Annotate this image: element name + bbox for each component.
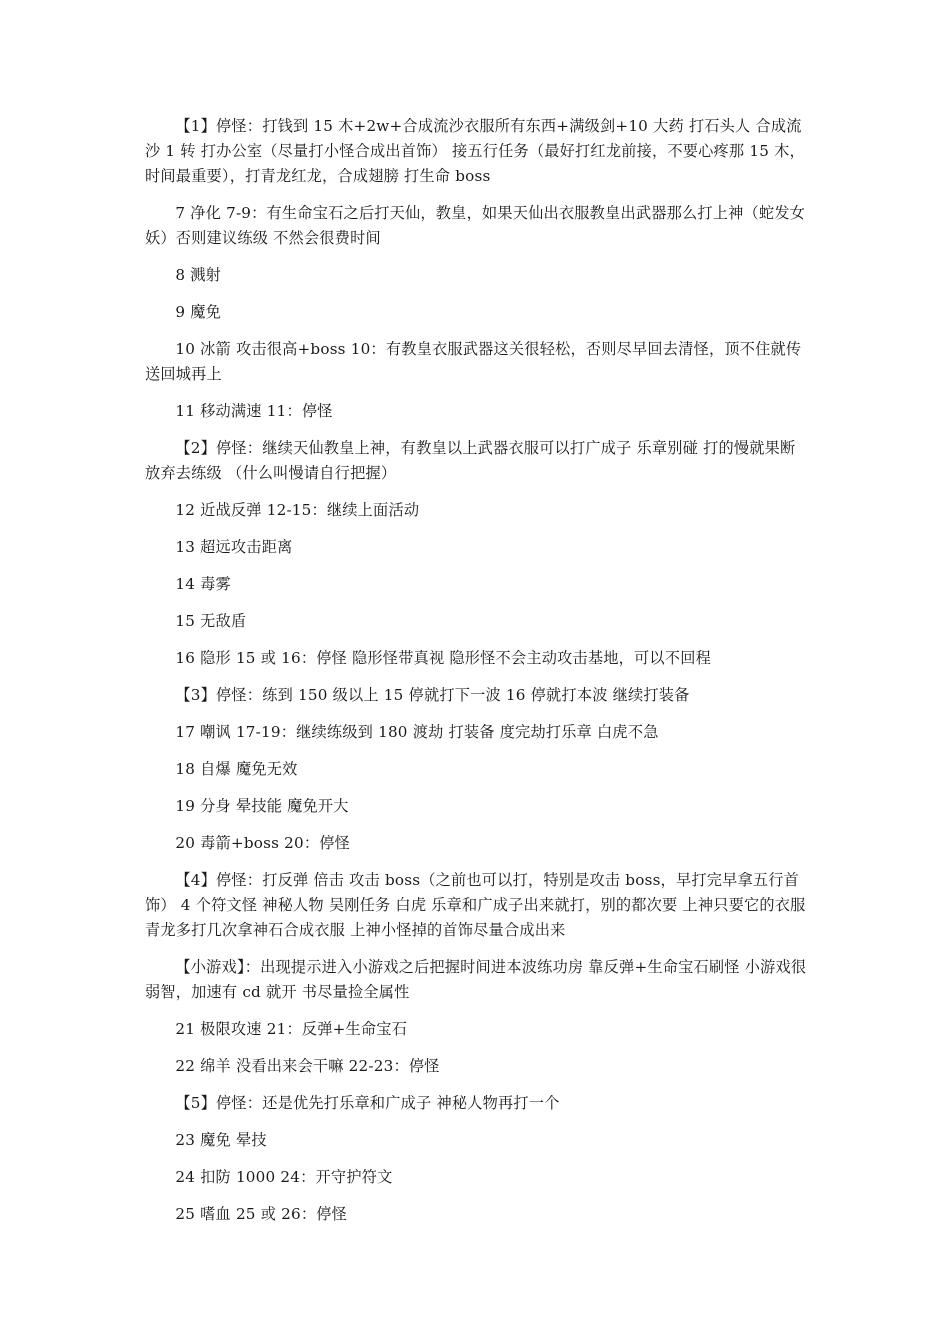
paragraph-11: 15 无敌盾 bbox=[175, 612, 247, 630]
paragraph-22: 【5】停怪：还是优先打乐章和广成子 神秘人物再打一个 bbox=[175, 1094, 560, 1112]
paragraph-18: 【4】停怪：打反弹 倍击 攻击 boss（之前也可以打，特别是攻击 boss，早打完早拿五行首饰） 4 个符文怪 神秘人物 吴刚任务 白虎 乐章和广成子出来就打，别的都次要 上神只要它的衣服 青龙多打几次拿神石合成衣服 上神小怪掉的首饰尽量合成出来 bbox=[145, 871, 811, 939]
paragraph-17: 20 毒箭+boss 20：停怪 bbox=[175, 834, 351, 852]
paragraph-15: 18 自爆 魔免无效 bbox=[175, 760, 298, 778]
document-body bbox=[145, 114, 810, 1239]
paragraph-3: 8 溅射 bbox=[175, 266, 222, 284]
paragraph-25: 25 嗜血 25 或 26：停怪 bbox=[175, 1205, 348, 1223]
paragraph-13: 【3】停怪：练到 150 级以上 15 停就打下一波 16 停就打本波 继续打装备 bbox=[175, 686, 690, 704]
paragraph-24: 24 扣防 1000 24：开守护符文 bbox=[175, 1168, 393, 1186]
paragraph-9: 13 超远攻击距离 bbox=[175, 538, 293, 556]
paragraph-2: 7 净化 7-9：有生命宝石之后打天仙，教皇，如果天仙出衣服教皇出武器那么打上神（蛇发女妖）否则建议练级 不然会很费时间 bbox=[145, 204, 806, 247]
paragraph-21: 22 绵羊 没看出来会干嘛 22-23：停怪 bbox=[175, 1057, 440, 1075]
paragraph-12: 16 隐形 15 或 16：停怪 隐形怪带真视 隐形怪不会主动攻击基地，可以不回程 bbox=[175, 649, 711, 667]
paragraph-23: 23 魔免 晕技 bbox=[175, 1131, 267, 1149]
paragraph-14: 17 嘲讽 17-19：继续练级到 180 渡劫 打装备 度完劫打乐章 白虎不急 bbox=[175, 723, 659, 741]
paragraph-8: 12 近战反弹 12-15：继续上面活动 bbox=[175, 501, 420, 519]
paragraph-19: 【小游戏】：出现提示进入小游戏之后把握时间进本波练功房 靠反弹+生命宝石刷怪 小游戏很弱智，加速有 cd 就开 书尽量捡全属性 bbox=[145, 958, 807, 1001]
paragraph-20: 21 极限攻速 21：反弹+生命宝石 bbox=[175, 1020, 408, 1038]
paragraph-4: 9 魔免 bbox=[175, 303, 222, 321]
paragraph-7: 【2】停怪：继续天仙教皇上神，有教皇以上武器衣服可以打广成子 乐章别碰 打的慢就果断放弃去练级 （什么叫慢请自行把握） bbox=[145, 439, 796, 482]
paragraph-16: 19 分身 晕技能 魔免开大 bbox=[175, 797, 349, 815]
paragraph-5: 10 冰箭 攻击很高+boss 10：有教皇衣服武器这关很轻松，否则尽早回去清怪，顶不住就传送回城再上 bbox=[145, 340, 802, 383]
paragraph-1: 【1】停怪：打钱到 15 木+2w+合成流沙衣服所有东西+满级剑+10 大药 打石头人 合成流沙 1 转 打办公室（尽量打小怪合成出首饰） 接五行任务（最好打红龙前接，不要心疼那 15 木，时间最重要），打青龙红龙，合成翅膀 打生命 boss bbox=[145, 117, 805, 185]
paragraph-6: 11 移动满速 11：停怪 bbox=[175, 402, 333, 420]
paragraph-10: 14 毒雾 bbox=[175, 575, 231, 593]
